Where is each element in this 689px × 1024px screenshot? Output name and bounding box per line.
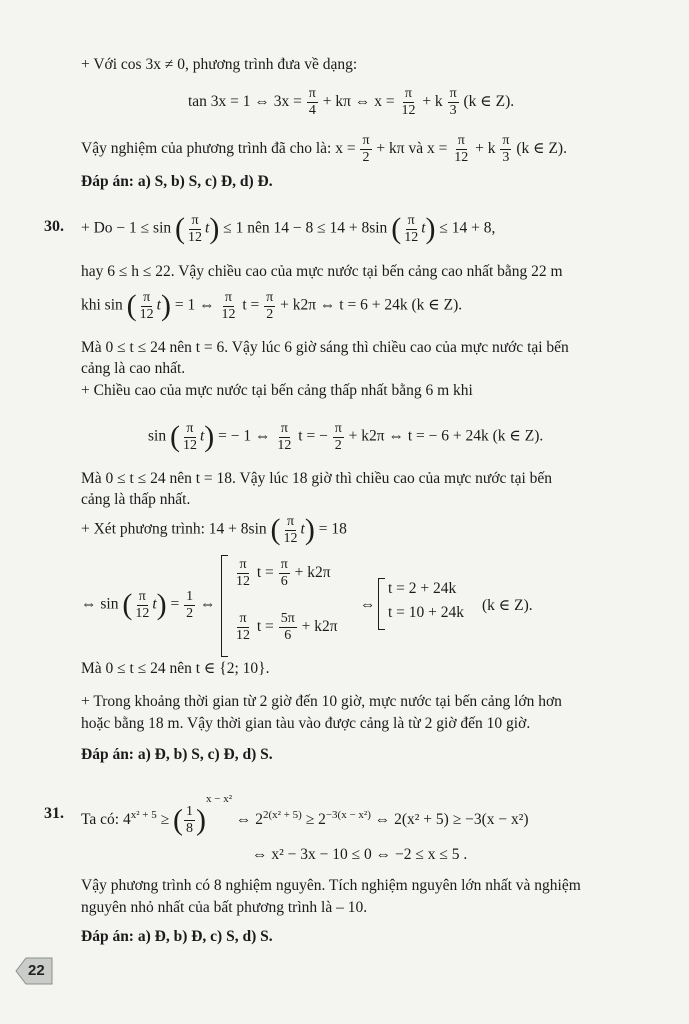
text-line: cảng là cao nhất. [81, 360, 186, 377]
text-line: Vậy phương trình có 8 nghiệm nguyên. Tích nghiệm nguyên lớn nhất và nghiệm [81, 877, 581, 894]
text-line: + Với cos 3x ≠ 0, phương trình đưa về dạng: [81, 56, 358, 73]
text-line: Mà 0 ≤ t ≤ 24 nên t ∈ {2; 10}. [81, 660, 270, 677]
math-equation: khi sin ( $\frac{\pi}{12}$ t) = 1 ⇔ $\frac{\pi}{12}$ t = $\frac{\pi}{2}$ + k2π ⇔ t = 6 + 24k (k ∈ Z). [81, 289, 463, 322]
page-number: 22 [28, 962, 45, 979]
page-number-badge [14, 956, 52, 986]
math-equation: Ta có: $4^{x^2 + 5}$ ≥ ( $\frac{1}{8}$ )$^{x - x^2}$ ⇔ $2^{2(x^2 + 5)} \ge 2^{-3(x - x^2)}$ ⇔ 2(x² + 5) ≥ −3(x − x²) [81, 793, 529, 837]
text-line: Mà 0 ≤ t ≤ 24 nên t = 6. Vậy lúc 6 giờ sáng thì chiều cao của mực nước tại bến [81, 339, 569, 356]
answer-line: Đáp án: a) Đ, b) S, c) Đ, d) S. [81, 746, 273, 763]
bracket-system-right: t = 2 + 24k t = 10 + 24k [378, 578, 548, 630]
answer-line: Đáp án: a) Đ, b) Đ, c) S, d) S. [81, 928, 273, 945]
question-number: 30. [44, 218, 64, 235]
question-number: 31. [44, 805, 64, 822]
math-equation: sin ( $\frac{\pi}{12}$ t) = − 1 ⇔ $\frac{\pi}{12}$ t = − $\frac{\pi}{2}$ + k2π ⇔ t = − 6 + 24k (k ∈ Z). [148, 420, 544, 453]
text-line: nguyên nhỏ nhất của bất phương trình là – 10. [81, 899, 368, 916]
math-equation: ⇔ x² − 3x − 10 ≤ 0 ⇔ −2 ≤ x ≤ 5 . [252, 846, 468, 863]
math-equation: ⇔ sin ( $\frac{\pi}{12}$ t) = $\frac{1}{2}$ ⇔ [81, 588, 216, 621]
text-line: cảng là thấp nhất. [81, 491, 191, 508]
answer-line: Đáp án: a) S, b) S, c) Đ, d) Đ. [81, 173, 273, 190]
equivalence-symbol: ⇔ [360, 596, 376, 613]
text-line: Mà 0 ≤ t ≤ 24 nên t = 18. Vậy lúc 18 giờ thì chiều cao của mực nước tại bến [81, 470, 553, 487]
math-equation: + Do − 1 ≤ sin ( $\frac{\pi}{12}$ t) ≤ 1 nên 14 − 8 ≤ 14 + 8sin ( $\frac{\pi}{12}$ t) ≤ 14 + 8, [81, 212, 496, 245]
math-equation: tan 3x = 1 ⇔ 3x = $\frac{\pi}{4}$ + kπ ⇔ x = $\frac{\pi}{12}$ + k $\frac{\pi}{3}$ (k ∈ Z). [188, 86, 515, 118]
text-line: + Chiều cao của mực nước tại bến cảng thấp nhất bằng 6 m khi [81, 382, 473, 399]
text-line: + Trong khoảng thời gian từ 2 giờ đến 10 giờ, mực nước tại bến cảng lớn hơn [81, 693, 562, 710]
text-line: hay 6 ≤ h ≤ 22. Vậy chiều cao của mực nước tại bến cảng cao nhất bằng 22 m [81, 263, 563, 280]
math-equation: + Xét phương trình: 14 + 8sin ( $\frac{\pi}{12}$ t) = 18 [81, 513, 347, 546]
math-text: (k ∈ Z). [482, 597, 533, 614]
text-line: hoặc bằng 18 m. Vậy thời gian tàu vào được cảng là từ 2 giờ đến 10 giờ. [81, 715, 531, 732]
bracket-system-left: $\frac{\pi}{12}$ t = $\frac{\pi}{6}$ + k2π $\frac{\pi}{12}$ t = $\frac{5\pi}{6}$ + k2π [221, 555, 361, 655]
math-equation: Vậy nghiệm của phương trình đã cho là: x = $\frac{\pi}{2}$ + kπ và x = $\frac{\pi}{12}$ + k $\frac{\pi}{3}$ (k ∈ Z). [81, 133, 567, 165]
